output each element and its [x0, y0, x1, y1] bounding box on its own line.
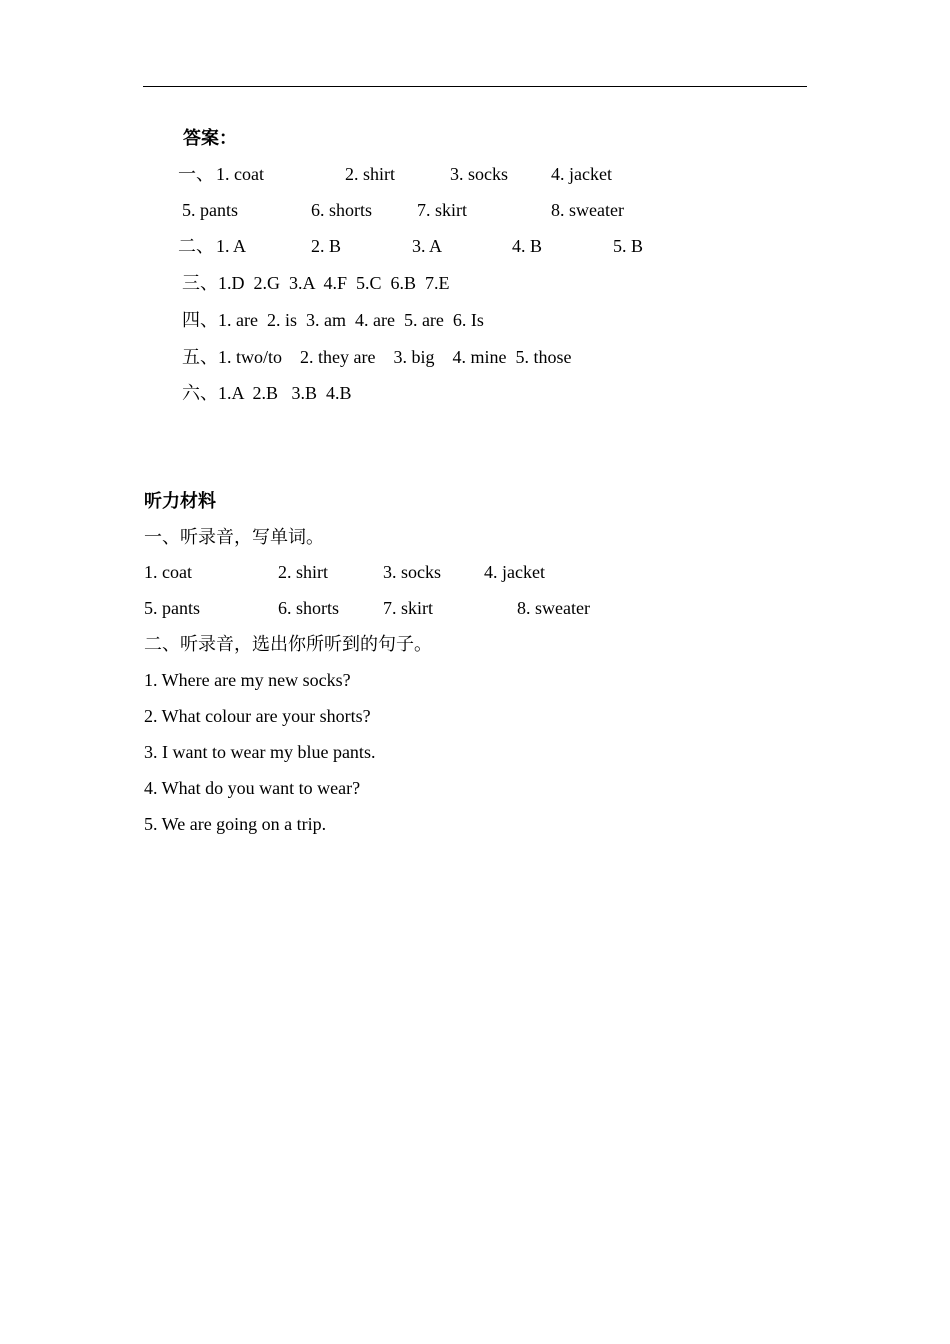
listening-sentence: 2. What colour are your shorts?: [144, 706, 371, 726]
answers-row-4: 三、1.D 2.G 3.A 4.F 5.C 6.B 7.E: [182, 273, 450, 293]
word-item: 1. coat: [144, 562, 192, 582]
answers-heading: 答案：: [183, 128, 237, 148]
answer-item: 2. B: [311, 236, 342, 256]
listening-sentence: 1. Where are my new socks?: [144, 670, 351, 690]
listening-section-2-title: 二、听录音，选出你所听到的句子。: [144, 634, 432, 654]
listening-section-1-title: 一、听录音，写单词。: [144, 527, 324, 547]
answer-item: 7. skirt: [417, 200, 468, 220]
word-item: 2. shirt: [278, 562, 329, 582]
answer-item: 8. sweater: [551, 200, 624, 220]
answer-item: 2. shirt: [345, 164, 396, 184]
answer-item: 1. coat: [216, 164, 264, 184]
word-item: 7. skirt: [383, 598, 434, 618]
word-item: 3. socks: [383, 562, 441, 582]
row-prefix: 一、: [178, 164, 214, 184]
answer-item: 4. jacket: [551, 164, 612, 184]
answer-item: 3. socks: [450, 164, 508, 184]
word-item: 4. jacket: [484, 562, 545, 582]
row-prefix: 二、: [178, 236, 214, 256]
word-item: 8. sweater: [517, 598, 590, 618]
word-item: 5. pants: [144, 598, 200, 618]
word-item: 6. shorts: [278, 598, 340, 618]
answer-item: 5. B: [613, 236, 644, 256]
listening-heading: 听力材料: [144, 491, 216, 511]
answer-item: 6. shorts: [311, 200, 373, 220]
listening-sentence: 5. We are going on a trip.: [144, 814, 327, 834]
answers-row-6: 五、1. two/to 2. they are 3. big 4. mine 5. those: [182, 347, 572, 367]
listening-sentence: 4. What do you want to wear?: [144, 778, 361, 798]
answers-row-5: 四、1. are 2. is 3. am 4. are 5. are 6. Is: [182, 310, 484, 330]
answer-item: 3. A: [412, 236, 443, 256]
answers-row-7: 六、1.A 2.B 3.B 4.B: [182, 383, 352, 403]
listening-sentence: 3. I want to wear my blue pants.: [144, 742, 376, 762]
header-rule: [143, 86, 807, 87]
answer-item: 5. pants: [182, 200, 238, 220]
answer-item: 1. A: [216, 236, 247, 256]
answer-item: 4. B: [512, 236, 543, 256]
